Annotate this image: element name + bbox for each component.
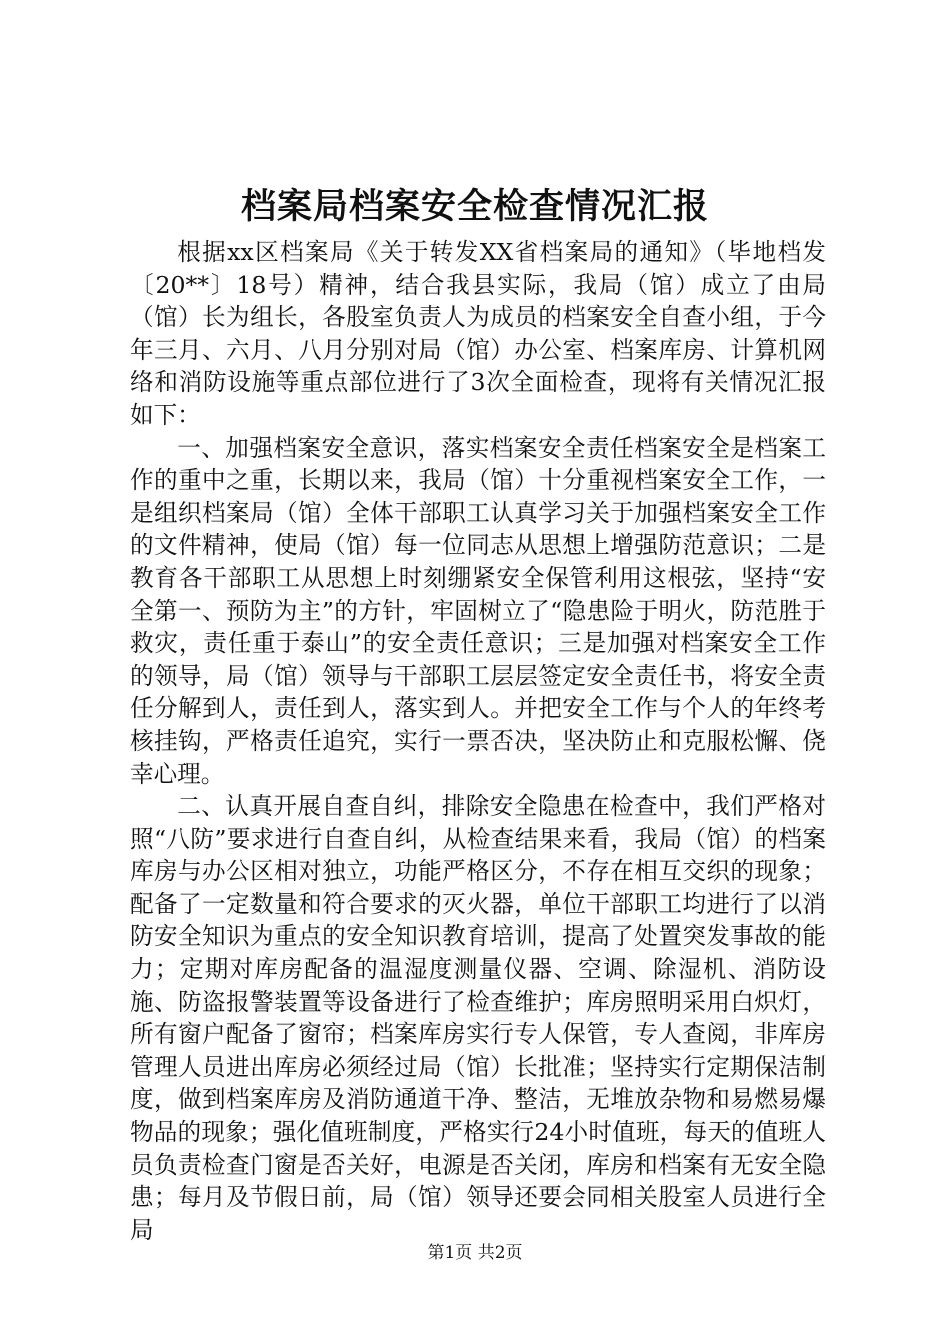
page-number-footer: 第1页 共2页 [427,1243,523,1263]
document-title: 档案局档案安全检查情况汇报 [240,186,709,227]
document-body [130,236,826,1246]
paragraph-section-two: 二、认真开展自查自纠，排除安全隐患在检查中，我们严格对照“八防”要求进行自查自纠，从检查结果来看，我局（馆）的档案库房与办公区相对独立，功能严格区分，不存在相互交织的现象；配备了一定数量和符合要求的灭火器，单位干部职工均进行了以消防安全知识为重点的安全知识教育培训，提高了处置突发事故的能力；定期对库房配备的温湿度测量仪器、空调、除湿机、消防设施、防盗报警装置等设备进行了检查维护；库房照明采用白炽灯，所有窗户配备了窗帘；档案库房实行专人保管，专人查阅，非库房管理人员进出库房必须经过局（馆）长批准；坚持实行定期保洁制度，做到档案库房及消防通道干净、整洁，无堆放杂物和易燃易爆物品的现象；强化值班制度，严格实行24小时值班，每天的值班人员负责检查门窗是否关好，电源是否关闭，库房和档案有无安全隐患；每月及节假日前，局（馆）领导还要会同相关股室人员进行全局 [130,792,826,1244]
paragraph-intro: 根据xx区档案局《关于转发XX省档案局的通知》（毕地档发〔20**〕18号）精神，结合我县实际，我局（馆）成立了由局（馆）长为组长，各股室负责人为成员的档案安全自查小组，于今年三月、六月、八月分别对局（馆）办公室、档案库房、计算机网络和消防设施等重点部位进行了3次全面检查，现将有关情况汇报如下： [130,238,826,429]
paragraph-section-one: 一、加强档案安全意识，落实档案安全责任档案安全是档案工作的重中之重，长期以来，我局（馆）十分重视档案安全工作，一是组织档案局（馆）全体干部职工认真学习关于加强档案安全工作的文件精神，使局（馆）每一位同志从思想上增强防范意识；二是教育各干部职工从思想上时刻绷紧安全保管利用这根弦，坚持“安全第一、预防为主”的方针，牢固树立了“隐患险于明火，防范胜于救灾，责任重于泰山”的安全责任意识；三是加强对档案安全工作的领导，局（馆）领导与干部职工层层签定安全责任书，将安全责任分解到人，责任到人，落实到人。并把安全工作与个人的年终考核挂钩，严格责任追究，实行一票否决，坚决防止和克服松懈、侥幸心理。 [130,433,826,788]
